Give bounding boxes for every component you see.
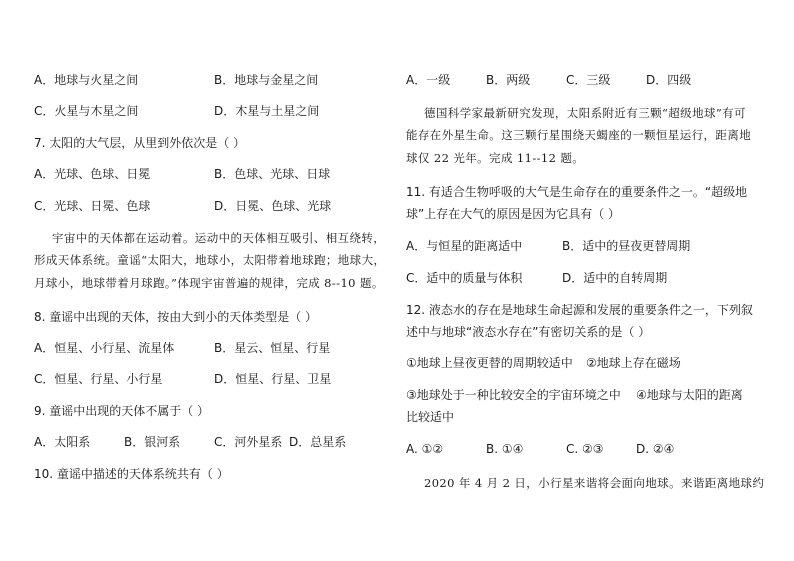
passage-1-line-1: 宇宙中的天体都在运动着。运动中的天体相互吸引、相互绕转，	[52, 231, 386, 245]
q10-option-b: B．两级	[486, 73, 531, 87]
q12-statement-4: ④地球与太阳的距离	[636, 388, 743, 402]
passage-2-line-1: 德国科学家最新研究发现，太阳系附近有三颗“超级地球”有可	[424, 106, 746, 120]
q12-option-c: C. ②③	[566, 442, 604, 456]
q11-option-c: C．适中的质量与体积	[406, 271, 523, 285]
q8-option-c: C．恒星、行星、小行星	[34, 372, 163, 386]
q7-stem: 7. 太阳的大气层，从里到外依次是（ ）	[34, 136, 246, 150]
q6-option-b: B．地球与金星之间	[214, 73, 319, 87]
q7-option-d: D．日冕、色球、光球	[214, 199, 332, 213]
q9-stem: 9. 童谣中出现的天体不属于（ ）	[34, 404, 210, 418]
q8-option-d: D．恒星、行星、卫星	[214, 372, 332, 386]
q9-option-b: B．银河系	[124, 435, 181, 449]
q9-option-d: D．总星系	[289, 435, 347, 449]
q8-option-b: B．星云、恒星、行星	[214, 341, 331, 355]
q10-option-a: A．一级	[406, 73, 451, 87]
q6-option-c: C．火星与木星之间	[34, 104, 139, 118]
q12-stem-line-1: 12. 液态水的存在是地球生命起源和发展的重要条件之一，下列叙	[406, 303, 753, 317]
q10-stem: 10. 童谣中描述的天体系统共有（ ）	[34, 467, 229, 481]
q11-stem-line-1: 11. 有适合生物呼吸的大气是生命存在的重要条件之一。“超级地	[406, 185, 748, 199]
passage-1-line-3: 月球小，地球带着月球跑。”体现宇宙普遍的规律，完成 8--10 题。	[34, 276, 384, 290]
q11-option-a: A．与恒星的距离适中	[406, 239, 523, 253]
q10-option-d: D．四级	[646, 73, 692, 87]
q6-option-a: A．地球与火星之间	[34, 73, 139, 87]
q9-option-c: C．河外星系	[214, 435, 283, 449]
q12-statement-2: ②地球上存在磁场	[586, 356, 681, 370]
q7-option-a: A．光球、色球、日冕	[34, 167, 151, 181]
q12-option-d: D. ②④	[636, 442, 675, 456]
passage-2-line-2: 能存在外星生命。这三颗行星围绕天蝎座的一颗恒星运行，距离地	[406, 128, 752, 142]
q10-option-c: C．三级	[566, 73, 611, 87]
q11-stem-line-2: 球”上存在大气的原因是因为它具有（ ）	[406, 207, 621, 221]
q12-option-b: B. ①④	[486, 442, 524, 456]
passage-3-line-1: 2020 年 4 月 2 日，小行星来谐将会面向地球。来谐距离地球约	[424, 476, 765, 490]
q11-option-d: D．适中的自转周期	[562, 271, 668, 285]
q12-statement-3: ③地球处于一种比较安全的宇宙环境之中	[406, 388, 621, 402]
q7-option-c: C．光球、日冕、色球	[34, 199, 151, 213]
q7-option-b: B．色球、光球、日球	[214, 167, 331, 181]
q8-stem: 8. 童谣中出现的天体，按由大到小的天体类型是（ ）	[34, 310, 318, 324]
q6-option-d: D．木星与土星之间	[214, 104, 320, 118]
passage-2-line-3: 球仅 22 光年。完成 11--12 题。	[406, 151, 585, 165]
q9-option-a: A．太阳系	[34, 435, 91, 449]
q12-stem-line-2: 述中与地球“液态水存在”有密切关系的是（ ）	[406, 325, 651, 339]
q11-option-b: B．适中的昼夜更替周期	[562, 239, 691, 253]
q12-statement-4-cont: 比较适中	[406, 410, 455, 424]
passage-1-line-2: 形成天体系统。童谣“太阳大，地球小，太阳带着地球跑；地球大，	[34, 253, 386, 267]
q8-option-a: A．恒星、小行星、流星体	[34, 341, 175, 355]
q12-option-a: A. ①②	[406, 442, 444, 456]
q12-statement-1: ①地球上昼夜更替的周期较适中	[406, 356, 573, 370]
